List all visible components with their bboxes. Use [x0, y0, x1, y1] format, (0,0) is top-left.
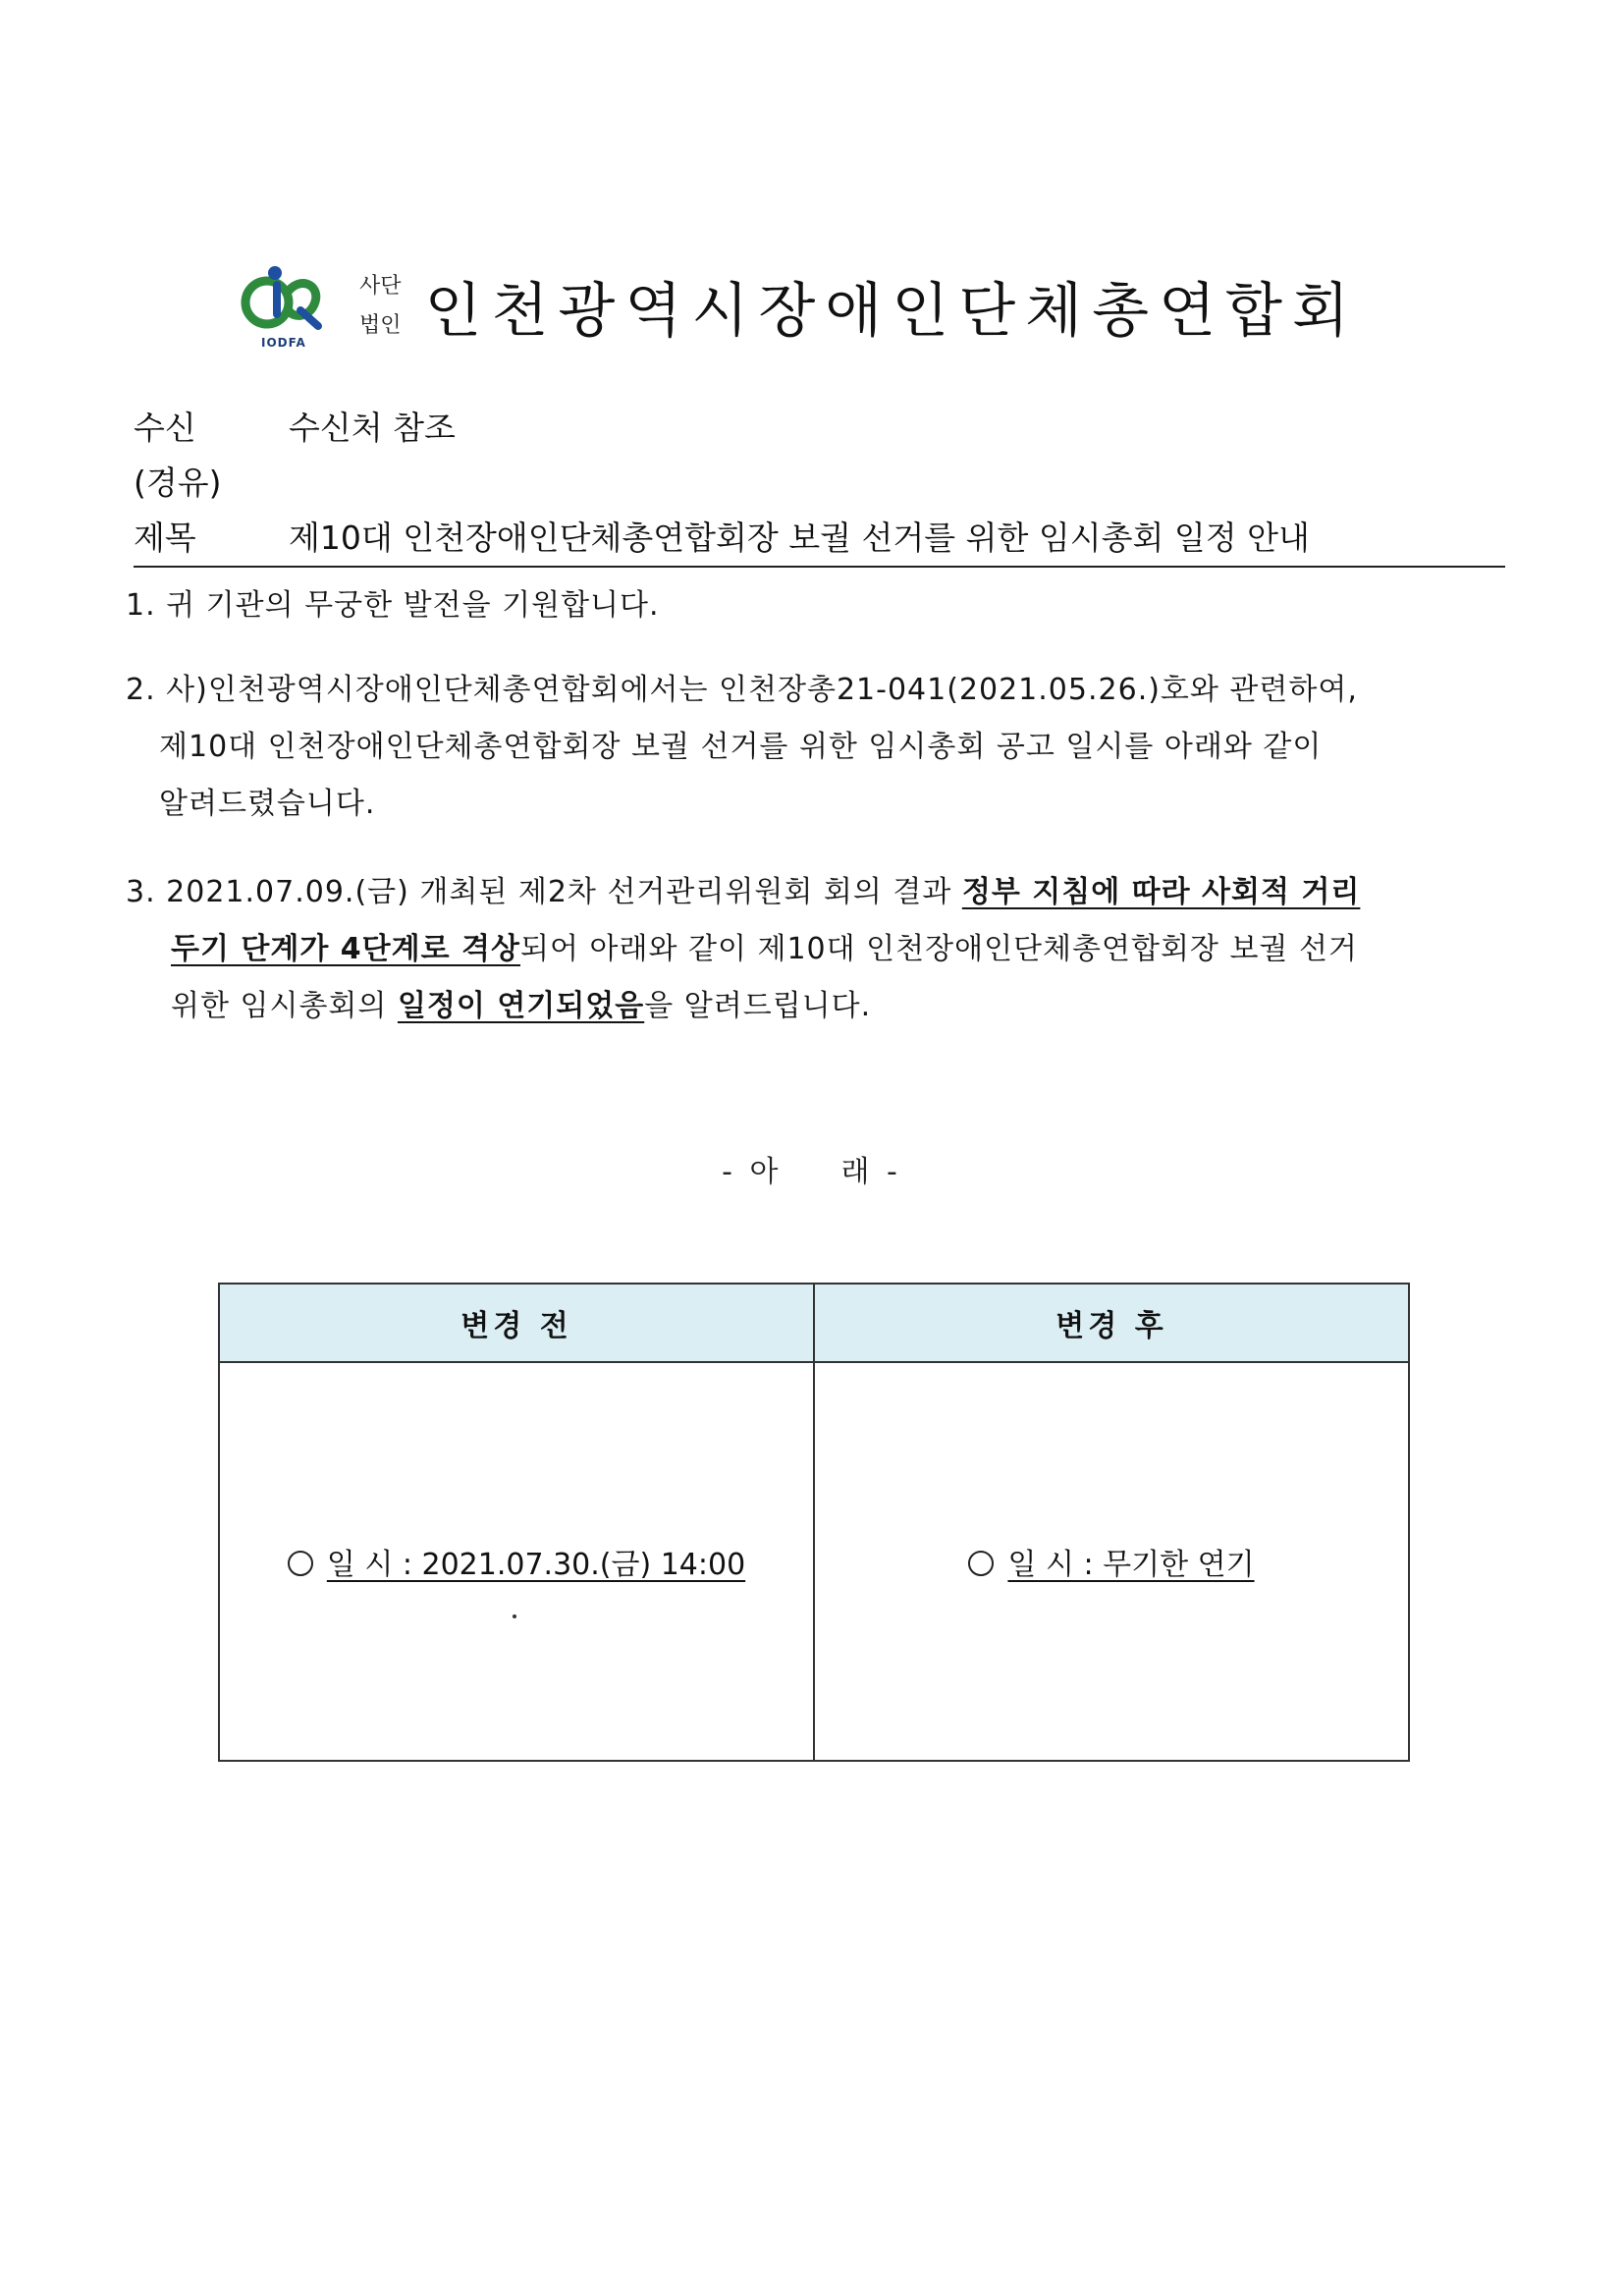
via-label: (경유) — [134, 464, 222, 502]
after-value: 일 시 : 무기한 연기 — [1007, 1548, 1255, 1582]
corp-type-bottom: 법인 — [359, 313, 402, 338]
paragraph-3-line-3-plain-c: 을 알려드립니다. — [644, 989, 872, 1023]
letterhead — [232, 257, 1359, 355]
paragraph-3-line-3-plain-a: 위한 임시총회의 — [171, 989, 398, 1023]
bullet-circle-icon — [968, 1551, 994, 1576]
notice-heading — [0, 1147, 1623, 1190]
corp-type-top: 사단 — [359, 274, 402, 299]
paragraph-2-line-3: 알려드렸습니다. — [159, 787, 376, 821]
organization-logo — [232, 261, 326, 352]
paragraph-3-line-1 — [126, 864, 1520, 921]
paragraph-3-line-1-plain: 3. 2021.07.09.(금) 개최된 제2차 선거관리위원회 회의 결과 — [126, 875, 962, 909]
header-before: 변경 전 — [219, 1284, 814, 1362]
before-cell — [219, 1362, 814, 1761]
paragraph-3 — [126, 864, 1520, 1035]
recipient-row — [134, 403, 456, 449]
table-header-row — [219, 1284, 1409, 1362]
paragraph-3-line-3-emphasis: 일정이 연기되었음 — [397, 989, 645, 1023]
before-value: 일 시 : 2021.07.30.(금) 14:00 — [326, 1548, 746, 1582]
recipient-value: 수신처 참조 — [289, 409, 456, 447]
notice-heading-right: 래 - — [840, 1155, 901, 1189]
subject-row — [134, 513, 1310, 559]
header-after: 변경 후 — [814, 1284, 1409, 1362]
paragraph-3-line-1-emphasis: 정부 지침에 따라 사회적 거리 — [961, 875, 1361, 909]
paragraph-3-line-3 — [126, 978, 1520, 1035]
notice-heading-left: - 아 — [722, 1155, 783, 1189]
logo-caption: IODFA — [261, 336, 306, 350]
table-row — [219, 1362, 1409, 1761]
bullet-circle-icon — [288, 1551, 313, 1576]
organization-name: 인천광역시장애인단체총연합회 — [424, 277, 1359, 346]
paragraph-3-line-2-plain: 되어 아래와 같이 제10대 인천장애인단체총연합회장 보궐 선거 — [520, 932, 1358, 966]
paragraph-1-text: 1. 귀 기관의 무궁한 발전을 기원합니다. — [126, 588, 660, 623]
after-cell — [814, 1362, 1409, 1761]
schedule-change-table — [218, 1283, 1410, 1762]
subject-value: 제10대 인천장애인단체총연합회장 보궐 선거를 위한 임시총회 일정 안내 — [289, 519, 1310, 557]
paragraph-2-line-1: 2. 사)인천광역시장애인단체총연합회에서는 인천장총21-041(2021.05.26.)호와 관련하여, — [126, 673, 1358, 707]
subject-divider — [134, 566, 1505, 568]
via-row — [134, 458, 289, 504]
stray-dot — [513, 1614, 516, 1618]
paragraph-2 — [126, 662, 1520, 833]
paragraph-3-line-2-emphasis: 두기 단계가 4단계로 격상 — [171, 932, 521, 966]
corporation-type — [359, 267, 402, 346]
recipient-label: 수신 — [134, 409, 196, 447]
subject-label: 제목 — [134, 519, 196, 557]
paragraph-3-line-2 — [126, 921, 1520, 978]
paragraph-2-line-2: 제10대 인천장애인단체총연합회장 보궐 선거를 위한 임시총회 공고 일시를 아래와 같이 — [159, 730, 1323, 764]
paragraph-1 — [126, 577, 660, 634]
